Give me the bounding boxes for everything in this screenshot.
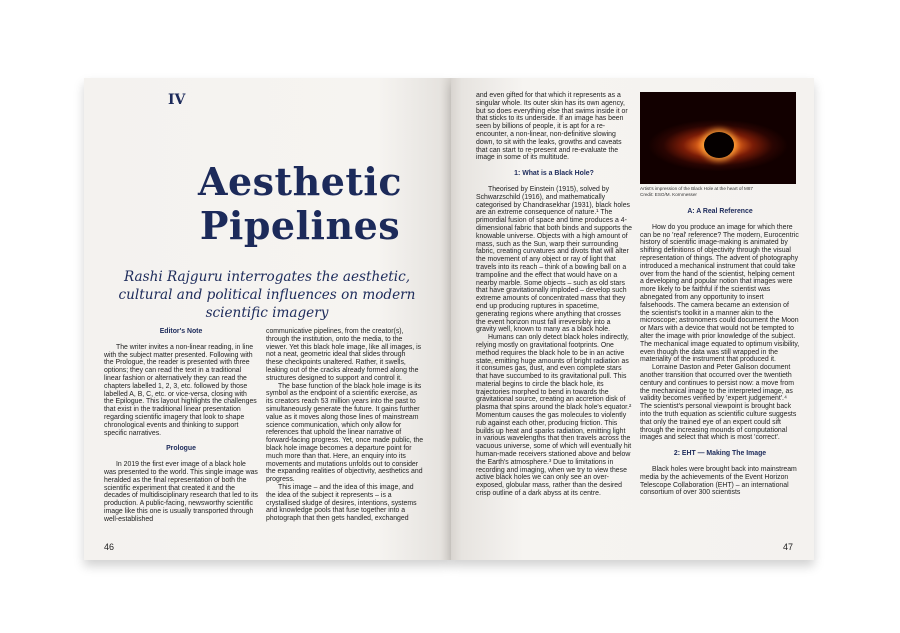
page-number-left: 46 (104, 542, 115, 552)
chapter-number: IV (168, 92, 186, 108)
paragraph: Lorraine Daston and Peter Galison document another transition that occurred over the twentieth century and continues to persist now: a move from the mechanical image to the interpreted image, as validity becomes verified by 'expert judgement'.⁴ The scientist's personal viewpoint is brought back into the truth equation as scientific culture suggests that only the trained eye of an expert could sift through the increasing mounds of computational images and select that which is most 'correct'. (640, 364, 797, 442)
paragraph: How do you produce an image for which there can be no 'real' reference? The modern, Eurocentric history of scientific image-making is animated by shifting definitions of objectivity through the visual representation of things. The advent of photography introduced a mechanical instrument that could take over from the hand of the scientist, helping cement a developing and popular notion that images were more likely to be faithful if the scientist was abnegated from any opportunity to insert falsehoods. The camera became an extension of the scientist's toolkit in a manner akin to the microscope; astronomers could document the Moon or Mars with a device that would not be tempted to alter the image with prior knowledge of the subject. The mechanical image equated to optimum visibility, even though the data was still wrapped in the materiality of the instrument that produced it. (640, 223, 800, 364)
prologue-heading: Prologue (166, 445, 196, 453)
caption-credit: Credit: ESO/M. Kornmesser (640, 191, 697, 197)
paragraph: Humans can only detect black holes indirectly, relying mostly on gravitational footprints. One method requires the black hole to be in an active state, emitting huge amounts of bright radiation as it consumes gas, dust, and even complete stars that have succumbed to its gravitational pull. This material begins to circle the black hole, its trajectories morphed to bend in towards the gravitational source, creating an accretion disk of plasma that spins around the black hole's equator.² Momentum causes the gas molecules to violently rub against each other, producing friction. This builds up heat and sparks radiation, emitting light in various wavelengths that then travels across the vacuous universe, some of which will eventually hit human-made receivers stationed above and below the Earth's atmosphere.³ Due to limitations in recording and imaging, when we try to view these active black holes we can only see an over-exposed, globular mass, rather than the desired crisp outline of a dark abyss at its centre. (476, 334, 632, 498)
editors-note-text: The writer invites a non-linear reading, in line with the subject matter presented. Following with the Prologue, the reader is presented with three options; they can read the text in a traditional linear fashion or alternatively they can read the chapters labelled 1, 2, 3, etc. followed by those labelled A, B, C, etc. or vice-versa, closing with the Epilogue. This layout highlights the challenges that exist in the traditional linear presentation regarding scientific imagery that look to shape chronological events and thinking to support specific narratives. (104, 343, 257, 437)
title-line-1: Aesthetic (197, 159, 403, 204)
section-heading-2: 2: EHT — Making The Image (673, 450, 767, 458)
paragraph: Theorised by Einstein (1915), solved by Schwarzschild (1916), and mathematically categorised by Chandrasekhar (1931), black holes are an extreme consequence of nature.¹ The primordial fusion of space and time produces a 4-dimensional fabric that both binds and supports the knowable universe. Objects with a high amount of mass, such as the Sun, warp their surrounding fabric, creating curvatures and divots that will alter the movement of any object or ray of light that travels into its reach – think of a bowling ball on a trampoline and the effect that would have on a nearby marble. Some objects – such as old stars that have gravitationally imploded – develop such extreme amounts of concentrated mass that they end up producing ruptures in spacetime, generating regions where anything that crosses the event horizon must fall irreversibly into a gravity well, known to many as a black hole. (476, 185, 632, 334)
right-column-1 (476, 92, 632, 498)
black-hole-image (640, 92, 796, 184)
paragraph: The base function of the black hole image is its symbol as the endpoint of a scientific exercise, as its creators reach 53 million years into the past to simultaneously generate the future. It gains further value as it moves along those lines of mainstream science communication, which only allow for references that uphold the linear narrative of forward-facing progress. Yet, once made public, the black hole image becomes a departure point for much more than that. Here, an enquiry into its movements and mutations unfolds out to consider the expanding realities of objectivity, aesthetics and progress. (266, 382, 424, 484)
right-column-2 (640, 208, 800, 497)
article-subtitle: Rashi Rajguru interrogates the aesthetic, cultural and political influences on modern scientific imagery (118, 269, 416, 321)
paragraph: and even gifted for that which it represents as a singular whole. Its outer skin has its own agency, but so does everything else that swims inside it or that sticks to its underside. If an image has been seen by billions of people, it is apt for a re-encounter, a non-linear, non-definitive slowing down, to sit with the leaks, growths and caveats that can start to re-present and re-evaluate the image in some of its multitude. (476, 92, 628, 162)
paragraph: This image – and the idea of this image, and the idea of the subject it represents – is a crystallised sludge of desires, intentions, systems and knowledge pools that fuse together into a photograph that then gets handled, exchanged (266, 483, 417, 523)
caption-line-1: Artist's impression of the Black Hole at the heart of M87 (640, 186, 753, 191)
page-number-right: 47 (783, 542, 794, 552)
title-line-2: Pipelines (199, 203, 401, 248)
image-caption (640, 186, 800, 197)
editors-note-heading: Editor's Note (159, 328, 203, 335)
left-column-2 (266, 328, 424, 523)
black-hole-core (704, 132, 734, 158)
article-title (165, 160, 435, 248)
section-heading-1: 1: What is a Black Hole? (514, 170, 594, 178)
paragraph: Black holes were brought back into mainstream media by the achievements of the Event Horizon Telescope Collaboration (EHT) – an international consortium of over 300 scientists (640, 465, 797, 497)
prologue-text: In 2019 the first ever image of a black hole was presented to the world. This single image was heralded as the final representation of both the scientific experiment that created it and the decades of multidisciplinary research that led to its production. A public-facing, newsworthy scientific image like this one is usually transported through well-established (104, 461, 258, 523)
section-heading-a: A: A Real Reference (687, 208, 753, 215)
paragraph: communicative pipelines, from the creator(s), through the institution, onto the media, to the viewer. Yet this black hole image, like all images, is not a neat, geometric ideal that slides through these checkpoints unaltered. Rather, it swells, leaking out of the cracks already formed along the structures designed to support and control it. (266, 328, 422, 382)
left-column-1 (104, 328, 258, 524)
